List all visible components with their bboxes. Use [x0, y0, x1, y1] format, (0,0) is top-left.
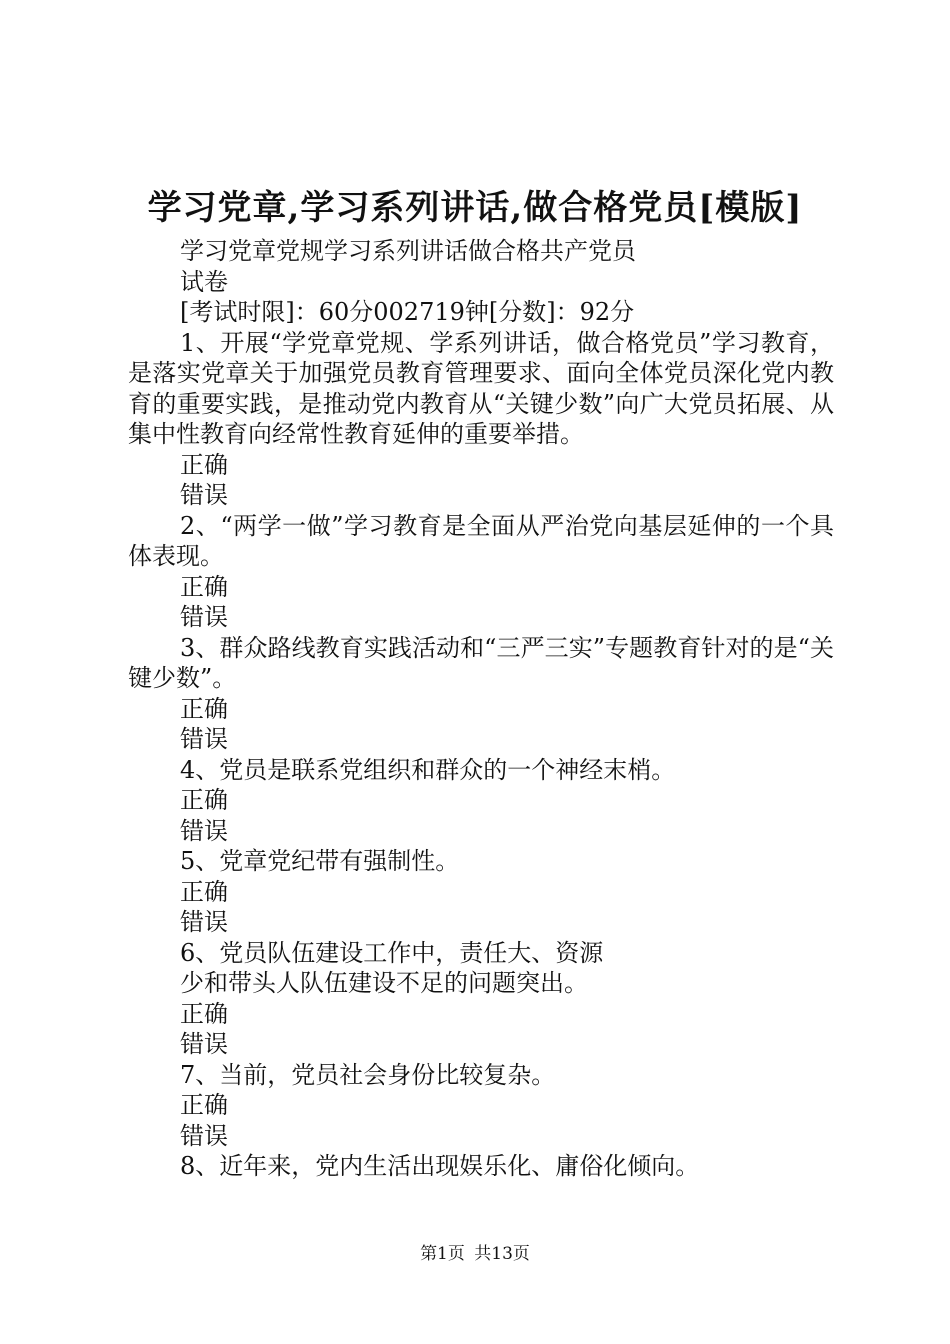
- question-6-option-false[interactable]: 错误: [180, 1030, 228, 1058]
- question-2-option-true[interactable]: 正确: [180, 572, 228, 601]
- page-footer: [0, 1242, 950, 1266]
- question-7: 7、当前，党员社会身份比较复杂。: [180, 1060, 556, 1089]
- question-7-option-true[interactable]: 正确: [180, 1091, 228, 1119]
- exam-label: 试卷: [180, 267, 228, 296]
- question-4-option-false[interactable]: 错误: [180, 816, 228, 845]
- question-2-option-false[interactable]: 错误: [180, 603, 228, 631]
- question-4: 4、党员是联系党组织和群众的一个神经末梢。: [180, 755, 676, 784]
- question-3: 3、群众路线教育实践活动和“三严三实”专题教育针对的是“关键少数”。: [128, 633, 834, 692]
- question-5-option-true[interactable]: 正确: [180, 877, 228, 906]
- question-1: 1、开展“学党章党规、学系列讲话，做合格党员”学习教育，是落实党章关于加强党员教育管理要求、面向全体党员深化党内教育的重要实践，是推动党内教育从“关键少数”向广大党员拓展、从集中性教育向经常性教育延伸的重要举措。: [128, 328, 834, 448]
- page-number: 第1页: [420, 1244, 465, 1264]
- question-6-continuation: 少和带头人队伍建设不足的问题突出。: [180, 969, 588, 997]
- question-3-option-true[interactable]: 正确: [180, 694, 228, 723]
- question-6: 6、党员队伍建设工作中，责任大、资源: [180, 938, 604, 967]
- question-3-option-false[interactable]: 错误: [180, 725, 228, 753]
- document-title: 学习党章,学习系列讲话,做合格党员[模版]: [147, 188, 803, 228]
- exam-info: [考试时限]：60分002719钟[分数]：92分: [180, 298, 635, 326]
- question-7-option-false[interactable]: 错误: [180, 1121, 228, 1150]
- question-8: 8、近年来，党内生活出现娱乐化、庸俗化倾向。: [180, 1152, 700, 1180]
- question-4-option-true[interactable]: 正确: [180, 786, 228, 814]
- question-5: 5、党章党纪带有强制性。: [180, 847, 460, 875]
- subtitle: 学习党章党规学习系列讲话做合格共产党员: [180, 237, 636, 265]
- question-1-option-false[interactable]: 错误: [180, 481, 228, 509]
- question-5-option-false[interactable]: 错误: [180, 908, 228, 936]
- page-total: 共13页: [474, 1244, 530, 1264]
- question-2: 2、“两学一做”学习教育是全面从严治党向基层延伸的一个具体表现。: [128, 511, 834, 570]
- question-1-option-true[interactable]: 正确: [180, 450, 228, 479]
- document-body: [128, 236, 834, 1182]
- question-6-option-true[interactable]: 正确: [180, 999, 228, 1028]
